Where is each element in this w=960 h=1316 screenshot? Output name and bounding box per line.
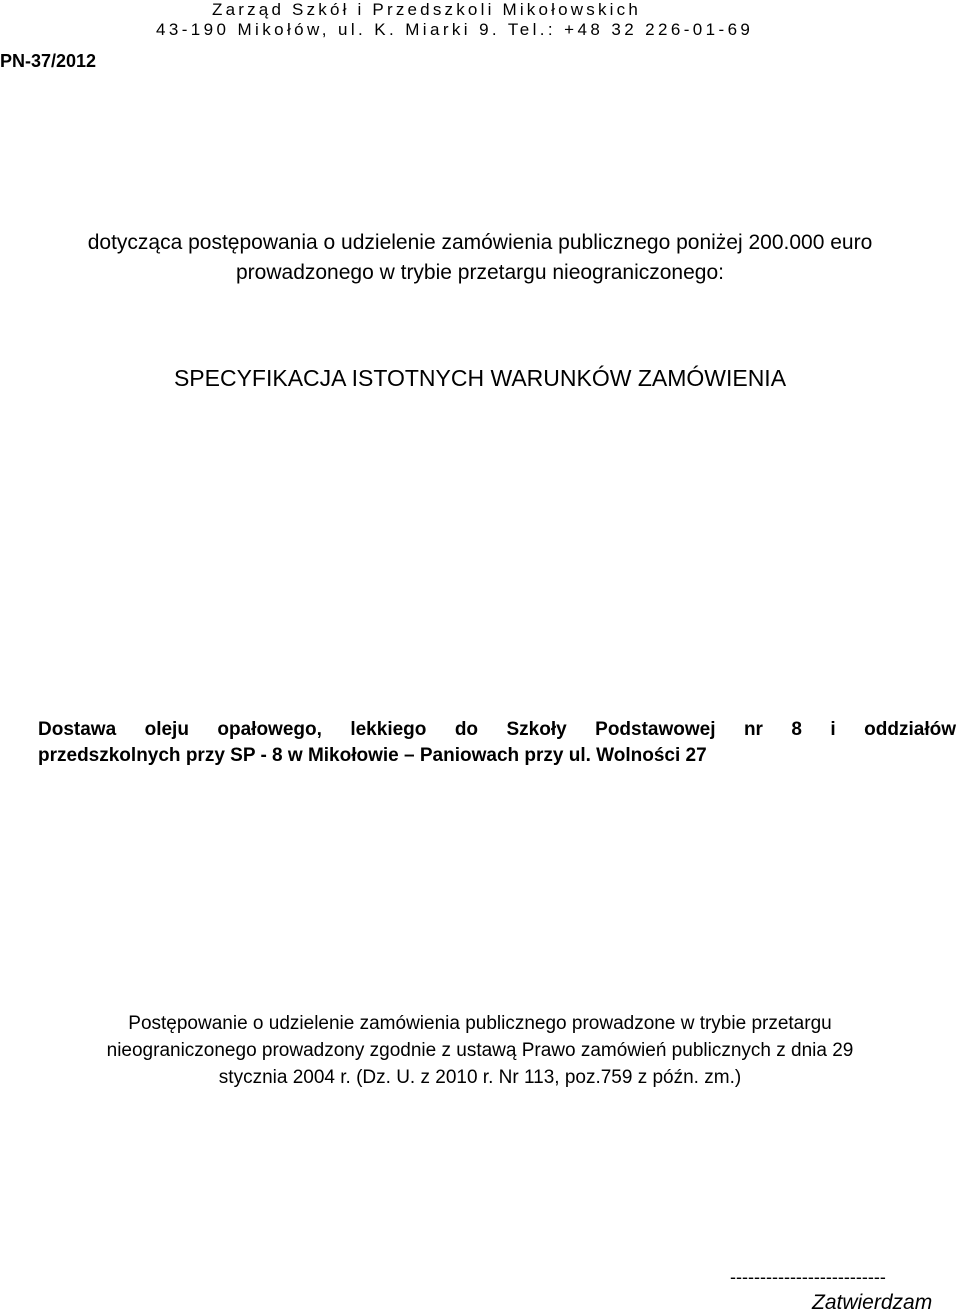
procedure-description	[0, 1010, 960, 1091]
procedure-line: Postępowanie o udzielenie zamówienia publicznego prowadzone w trybie przetargu	[128, 1013, 832, 1034]
subtitle-line: dotycząca postępowania o udzielenie zamówienia publicznego poniżej 200.000 euro	[87, 231, 873, 254]
document-title: SPECYFIKACJA ISTOTNYCH WARUNKÓW ZAMÓWIENIA	[173, 365, 787, 391]
approval-label: Zatwierdzam	[812, 1291, 933, 1314]
document-number: PN-37/2012	[0, 51, 97, 71]
subtitle-line: prowadzonego w trybie przetargu nieograniczonego:	[236, 261, 724, 284]
subject-line: przedszkolnych przy SP - 8 w Mikołowie – Paniowach przy ul. Wolności 27	[38, 745, 707, 766]
organization-address: 43-190 Mikołów, ul. K. Miarki 9. Tel.: +48 32 226-01-69	[156, 20, 754, 39]
document-subtitle	[0, 228, 960, 288]
subject-line: Dostawa oleju opałowego, lekkiego do Szkoły Podstawowej nr 8 i oddziałów	[38, 719, 956, 740]
organization-name: Zarząd Szkół i Przedszkoli Mikołowskich	[212, 0, 641, 19]
order-subject	[38, 717, 956, 769]
procedure-line: nieograniczonego prowadzony zgodnie z ustawą Prawo zamówień publicznych z dnia 29	[106, 1040, 854, 1061]
signature-line: --------------------------	[730, 1267, 886, 1287]
procedure-line: stycznia 2004 r. (Dz. U. z 2010 r. Nr 113, poz.759 z późn. zm.)	[218, 1067, 742, 1088]
